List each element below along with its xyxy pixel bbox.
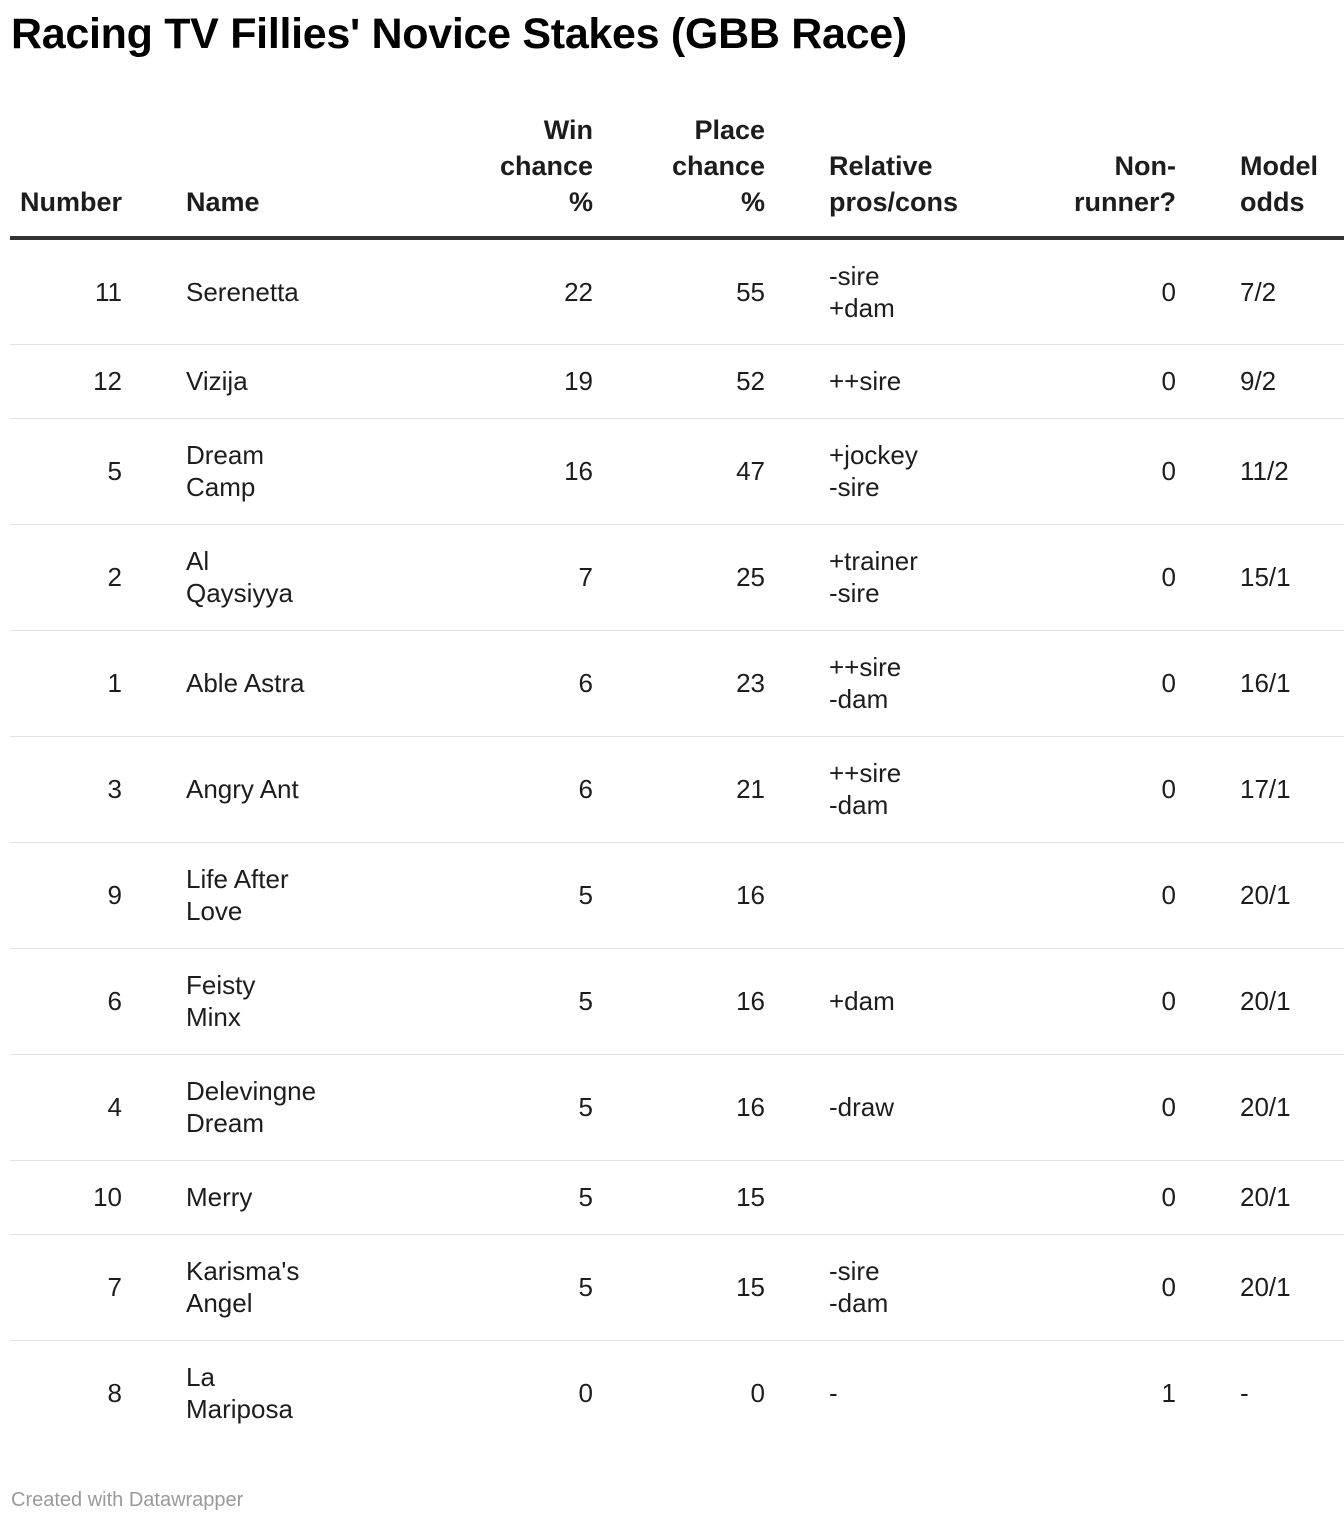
cell-line: - [829, 1378, 838, 1409]
cell-line: Angel [186, 1288, 253, 1318]
column-header-label: Name [186, 187, 260, 217]
cell-line: Minx [186, 1002, 241, 1032]
cell-line: Karisma's [186, 1256, 300, 1286]
cell-line: Able Astra [186, 668, 305, 698]
cell-pros [765, 418, 1000, 524]
cell-nonrunner: 0 [1000, 1160, 1176, 1234]
cell-win: 5 [361, 1234, 593, 1340]
table-row [10, 238, 1344, 344]
table-body [10, 238, 1344, 1446]
cell-line: -sire [829, 472, 880, 502]
cell-number: 8 [107, 1378, 122, 1409]
column-header-win[interactable] [361, 112, 593, 238]
cell-pros [765, 238, 1000, 344]
cell-line: Life After [186, 864, 289, 894]
cell-win: 7 [361, 524, 593, 630]
column-header-label: chance [499, 151, 593, 181]
cell-pros [765, 842, 1000, 948]
cell-nonrunner: 0 [1000, 736, 1176, 842]
cell-line: La [186, 1362, 215, 1393]
cell-odds: 9/2 [1176, 344, 1344, 418]
column-header-place[interactable] [593, 112, 765, 238]
cell-line: -sire [829, 260, 880, 291]
cell-place: 47 [593, 418, 765, 524]
table-row [10, 1340, 1344, 1446]
cell-name [122, 1234, 361, 1340]
cell-nonrunner: 0 [1000, 238, 1176, 344]
cell-line: Camp [186, 472, 256, 502]
cell-pros [765, 344, 1000, 418]
cell-win: 6 [361, 736, 593, 842]
table-row [10, 1160, 1344, 1234]
cell-name [122, 238, 361, 344]
cell-line: Dream [186, 1108, 265, 1138]
column-header-number[interactable] [10, 112, 122, 238]
cell-number: 7 [10, 1234, 122, 1340]
cell-win: 19 [361, 344, 593, 418]
race-table [10, 112, 1344, 1446]
column-header-nonrunner[interactable] [1000, 112, 1176, 238]
chart-title: Racing TV Fillies' Novice Stakes (GBB Race) [11, 10, 907, 58]
table-row [10, 1054, 1344, 1160]
column-header-label: Model [1240, 151, 1318, 181]
table-row [10, 736, 1344, 842]
cell-win: 22 [361, 238, 593, 344]
cell-line: Delevingne [186, 1076, 317, 1106]
cell-number: 11 [10, 238, 122, 344]
cell-odds: 17/1 [1176, 736, 1344, 842]
cell-line: Mariposa [186, 1394, 293, 1425]
cell-place: 15 [593, 1234, 765, 1340]
cell-name [122, 630, 361, 736]
cell-pros [765, 1054, 1000, 1160]
cell-odds: 20/1 [1176, 1054, 1344, 1160]
column-header-odds[interactable] [1176, 112, 1344, 238]
cell-place: 16 [593, 842, 765, 948]
cell-place: 25 [593, 524, 765, 630]
cell-line: +jockey [829, 440, 918, 470]
cell-name [122, 736, 361, 842]
cell-name [122, 948, 361, 1054]
cell-place: 0 [750, 1378, 765, 1409]
table-row [10, 1234, 1344, 1340]
cell-nonrunner: 1 [1161, 1378, 1176, 1409]
column-header-label: % [568, 187, 593, 217]
cell-line: ++sire [829, 366, 902, 396]
table-row [10, 948, 1344, 1054]
cell-line: Vizija [186, 366, 248, 396]
cell-place: 55 [593, 238, 765, 344]
cell-line: -dam [829, 790, 889, 820]
column-header-label: Non- [1114, 151, 1176, 181]
cell-place: 21 [593, 736, 765, 842]
cell-nonrunner: 0 [1000, 1054, 1176, 1160]
cell-place: 52 [593, 344, 765, 418]
cell-nonrunner: 0 [1000, 344, 1176, 418]
cell-win: 5 [361, 1054, 593, 1160]
column-header-label: chance [671, 151, 765, 181]
cell-pros [765, 630, 1000, 736]
cell-nonrunner: 0 [1000, 418, 1176, 524]
cell-line: +trainer [829, 546, 918, 576]
cell-name [122, 418, 361, 524]
cell-line: -sire [829, 578, 880, 608]
cell-line: Serenetta [186, 276, 299, 307]
table-row [10, 344, 1344, 418]
cell-line: Love [186, 896, 243, 926]
column-header-label: pros/cons [829, 187, 959, 217]
cell-number: 1 [10, 630, 122, 736]
cell-pros [765, 1340, 1000, 1446]
column-header-pros[interactable] [765, 112, 1000, 238]
cell-line: ++sire [829, 652, 902, 682]
cell-win: 16 [361, 418, 593, 524]
cell-odds: 20/1 [1176, 1234, 1344, 1340]
table-row [10, 524, 1344, 630]
cell-name [122, 344, 361, 418]
cell-line: ++sire [829, 758, 902, 788]
column-header-name[interactable] [122, 112, 361, 238]
cell-line: -sire [829, 1256, 880, 1286]
cell-odds: - [1240, 1378, 1249, 1409]
datawrapper-credit: Created with Datawrapper [11, 1489, 244, 1511]
table-row [10, 630, 1344, 736]
cell-number: 12 [10, 344, 122, 418]
cell-name [122, 842, 361, 948]
column-header-label: Number [19, 187, 122, 217]
table-row [10, 842, 1344, 948]
cell-nonrunner: 0 [1000, 842, 1176, 948]
cell-number: 9 [10, 842, 122, 948]
cell-nonrunner: 0 [1000, 524, 1176, 630]
table-header-row [10, 112, 1344, 238]
cell-pros [765, 736, 1000, 842]
column-header-label: Relative [829, 151, 933, 181]
cell-nonrunner: 0 [1000, 630, 1176, 736]
cell-nonrunner: 0 [1000, 1234, 1176, 1340]
cell-line: Dream [186, 440, 265, 470]
cell-line: Al [186, 546, 210, 576]
cell-line: Qaysiyya [186, 578, 293, 608]
cell-place: 23 [593, 630, 765, 736]
cell-odds: 7/2 [1176, 238, 1344, 344]
cell-pros [765, 524, 1000, 630]
cell-odds: 15/1 [1176, 524, 1344, 630]
cell-number: 10 [10, 1160, 122, 1234]
cell-line: +dam [829, 292, 895, 323]
cell-place: 16 [593, 948, 765, 1054]
cell-nonrunner: 0 [1000, 948, 1176, 1054]
cell-line: -dam [829, 1288, 889, 1318]
cell-line: Merry [186, 1182, 253, 1212]
cell-win: 0 [578, 1378, 593, 1409]
cell-name [122, 1054, 361, 1160]
cell-number: 5 [10, 418, 122, 524]
column-header-label: Place [694, 115, 765, 145]
cell-number: 6 [10, 948, 122, 1054]
cell-win: 5 [361, 842, 593, 948]
cell-win: 5 [361, 948, 593, 1054]
cell-odds: 20/1 [1176, 1160, 1344, 1234]
cell-win: 5 [361, 1160, 593, 1234]
table-row [10, 418, 1344, 524]
cell-name [122, 1160, 361, 1234]
cell-name [122, 524, 361, 630]
cell-number: 4 [10, 1054, 122, 1160]
cell-pros [765, 948, 1000, 1054]
cell-number: 3 [10, 736, 122, 842]
cell-line: -draw [829, 1092, 895, 1122]
cell-line: -dam [829, 684, 889, 714]
cell-number: 2 [10, 524, 122, 630]
column-header-label: Win [543, 115, 593, 145]
cell-odds: 11/2 [1176, 418, 1344, 524]
cell-pros [765, 1160, 1000, 1234]
cell-place: 16 [593, 1054, 765, 1160]
cell-line: Angry Ant [186, 774, 299, 804]
cell-odds: 16/1 [1176, 630, 1344, 736]
cell-odds: 20/1 [1176, 842, 1344, 948]
cell-line: +dam [829, 986, 895, 1016]
cell-pros [765, 1234, 1000, 1340]
column-header-label: runner? [1073, 187, 1176, 217]
cell-win: 6 [361, 630, 593, 736]
cell-odds: 20/1 [1176, 948, 1344, 1054]
cell-place: 15 [593, 1160, 765, 1234]
column-header-label: odds [1240, 187, 1305, 217]
cell-line: Feisty [186, 970, 256, 1000]
cell-name [122, 1340, 361, 1446]
column-header-label: % [740, 187, 765, 217]
